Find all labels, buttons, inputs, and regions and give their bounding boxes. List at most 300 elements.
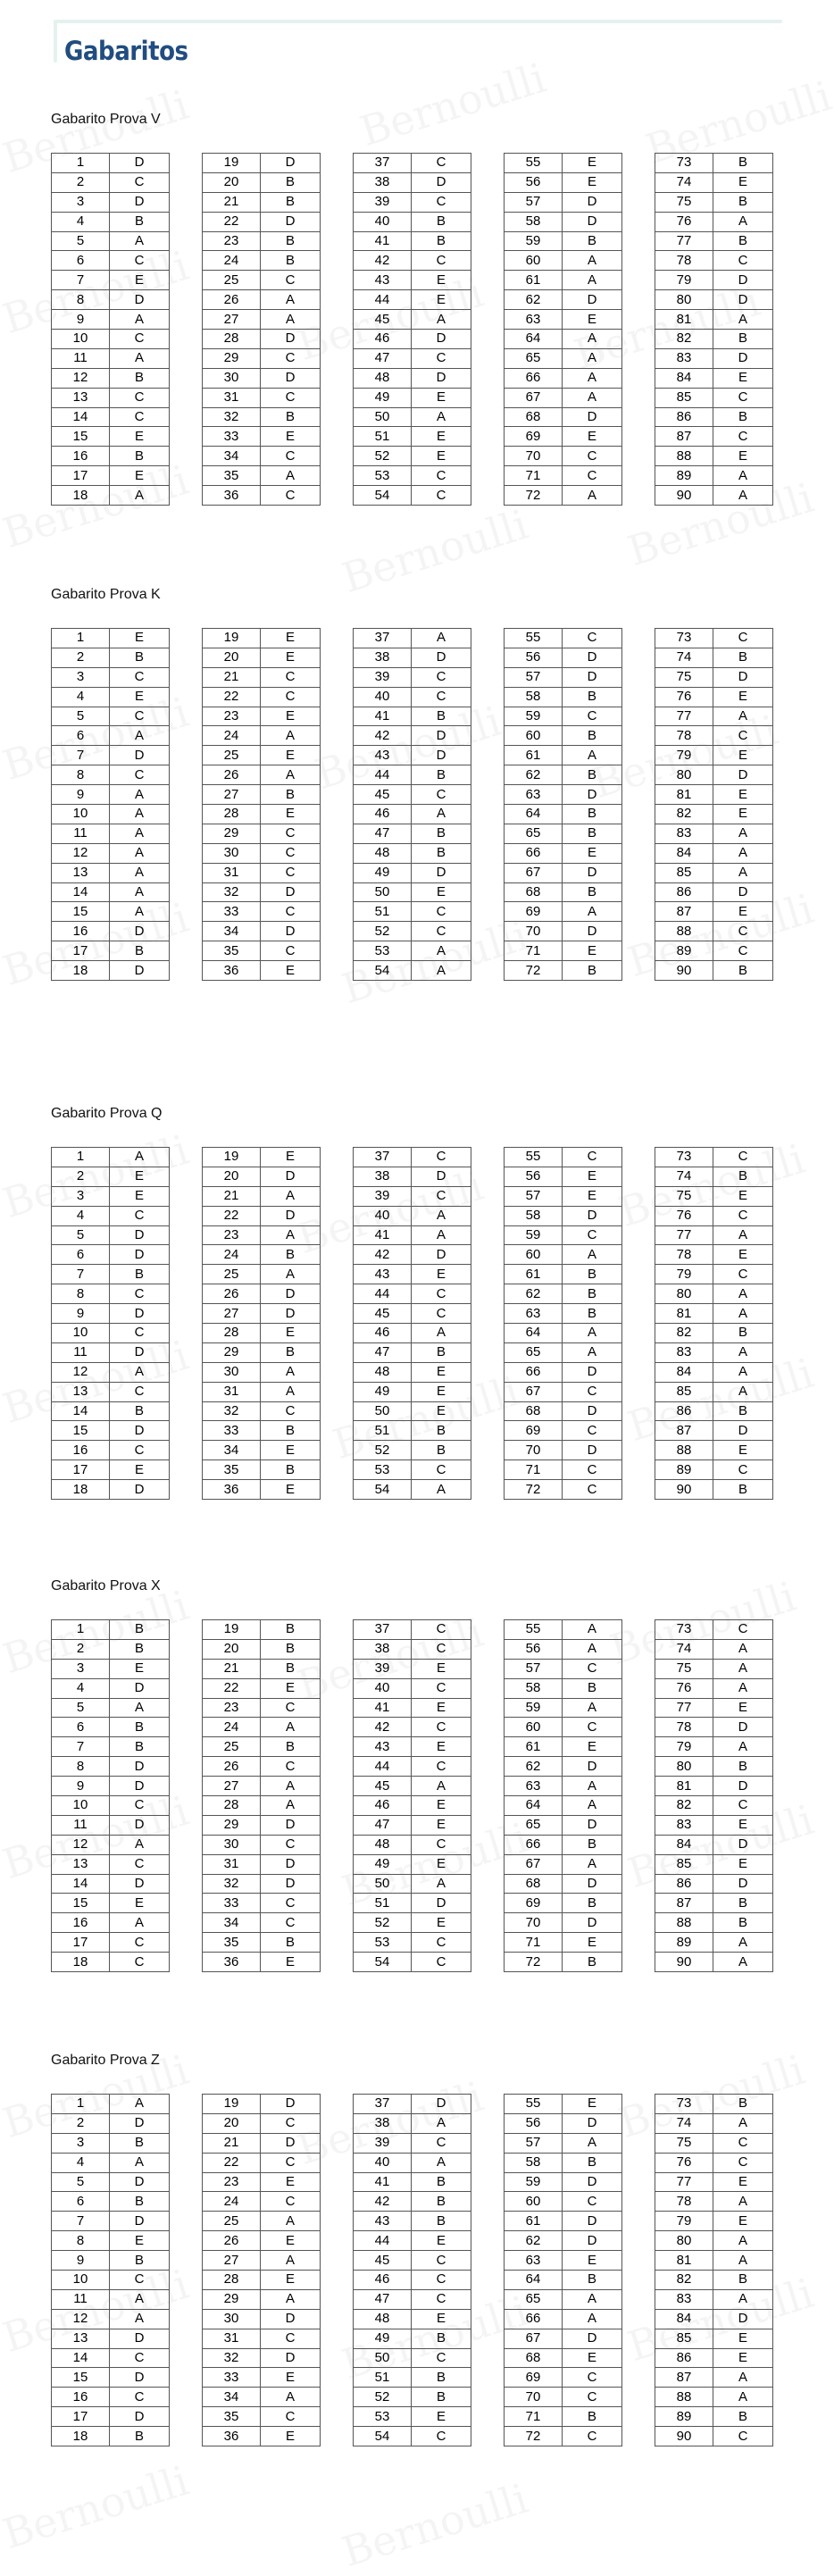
question-number: 66 bbox=[505, 2309, 563, 2329]
question-number: 61 bbox=[505, 1737, 563, 1757]
answer-letter: B bbox=[563, 2153, 622, 2172]
answer-letter: C bbox=[412, 1933, 471, 1953]
table-row bbox=[655, 1382, 773, 1401]
table-row bbox=[354, 2348, 471, 2368]
answer-letter: D bbox=[563, 290, 622, 310]
table-row bbox=[52, 2309, 170, 2329]
answer-letter: D bbox=[563, 1757, 622, 1777]
table-row bbox=[354, 1167, 471, 1186]
answer-letter: D bbox=[563, 1401, 622, 1421]
answer-letter: D bbox=[261, 1167, 321, 1186]
table-row bbox=[203, 368, 321, 388]
table-row bbox=[505, 2192, 622, 2212]
answer-table bbox=[353, 1619, 471, 1972]
question-number: 33 bbox=[203, 1421, 261, 1441]
question-number: 76 bbox=[655, 2153, 713, 2172]
answer-letter: B bbox=[563, 1894, 622, 1913]
question-number: 55 bbox=[505, 2095, 563, 2114]
question-number: 20 bbox=[203, 1639, 261, 1659]
table-row bbox=[52, 863, 170, 882]
answer-letter: E bbox=[110, 1186, 170, 1206]
question-number: 23 bbox=[203, 707, 261, 726]
table-row bbox=[52, 941, 170, 961]
answer-letter: C bbox=[713, 2153, 773, 2172]
answer-table bbox=[202, 1147, 321, 1500]
question-number: 87 bbox=[655, 427, 713, 447]
answer-letter: C bbox=[563, 707, 622, 726]
answer-letter: A bbox=[261, 2212, 321, 2231]
table-row bbox=[52, 2231, 170, 2251]
answer-letter: A bbox=[412, 1777, 471, 1796]
table-row bbox=[655, 746, 773, 765]
question-number: 44 bbox=[354, 1757, 412, 1777]
question-number: 28 bbox=[203, 805, 261, 824]
answer-letter: E bbox=[713, 2212, 773, 2231]
answer-letter: A bbox=[713, 1342, 773, 1362]
answer-table bbox=[353, 1147, 471, 1500]
table-row bbox=[505, 1362, 622, 1382]
answer-letter: D bbox=[110, 1480, 170, 1500]
answer-letter: A bbox=[563, 348, 622, 368]
answer-letter: A bbox=[713, 2368, 773, 2388]
answer-letter: E bbox=[412, 2407, 471, 2427]
table-row bbox=[354, 648, 471, 667]
answer-letter: A bbox=[110, 2289, 170, 2309]
table-row bbox=[354, 1245, 471, 1265]
question-number: 19 bbox=[203, 1620, 261, 1640]
answer-letter: D bbox=[412, 648, 471, 667]
question-number: 48 bbox=[354, 1835, 412, 1854]
table-row bbox=[203, 1874, 321, 1894]
question-number: 71 bbox=[505, 2407, 563, 2427]
answer-letter: A bbox=[110, 843, 170, 863]
answer-letter: A bbox=[261, 290, 321, 310]
answer-letter: C bbox=[563, 1225, 622, 1245]
table-row bbox=[505, 2095, 622, 2114]
table-row bbox=[203, 1342, 321, 1362]
table-row bbox=[203, 154, 321, 173]
table-row bbox=[52, 1225, 170, 1245]
answer-letter: C bbox=[563, 2427, 622, 2446]
question-number: 30 bbox=[203, 2309, 261, 2329]
table-row bbox=[354, 486, 471, 506]
table-row bbox=[655, 2172, 773, 2192]
table-row bbox=[655, 2407, 773, 2427]
table-row bbox=[354, 1757, 471, 1777]
question-number: 62 bbox=[505, 1284, 563, 1304]
question-number: 58 bbox=[505, 687, 563, 707]
question-number: 66 bbox=[505, 368, 563, 388]
question-number: 40 bbox=[354, 212, 412, 231]
table-row bbox=[354, 1854, 471, 1874]
table-row bbox=[655, 1737, 773, 1757]
answer-letter: A bbox=[110, 486, 170, 506]
question-number: 59 bbox=[505, 231, 563, 251]
answer-letter: A bbox=[110, 1148, 170, 1167]
answer-letter: C bbox=[412, 667, 471, 687]
answer-letter: D bbox=[563, 667, 622, 687]
answer-letter: C bbox=[713, 251, 773, 271]
table-row bbox=[655, 310, 773, 330]
answer-letter: A bbox=[261, 1265, 321, 1284]
table-row bbox=[505, 388, 622, 407]
table-row bbox=[655, 1362, 773, 1382]
answer-letter: A bbox=[713, 843, 773, 863]
table-row bbox=[655, 1304, 773, 1324]
table-row bbox=[52, 2212, 170, 2231]
question-number: 65 bbox=[505, 824, 563, 843]
table-row bbox=[203, 629, 321, 648]
question-number: 68 bbox=[505, 882, 563, 902]
table-row bbox=[203, 2348, 321, 2368]
answer-letter: D bbox=[110, 2113, 170, 2133]
answer-letter: E bbox=[110, 466, 170, 486]
watermark-logo bbox=[337, 2474, 534, 2576]
answer-letter: A bbox=[563, 330, 622, 349]
answer-letter: C bbox=[261, 1913, 321, 1933]
answer-letter: A bbox=[110, 2309, 170, 2329]
answer-letter: A bbox=[563, 1245, 622, 1265]
question-number: 16 bbox=[52, 1441, 110, 1460]
section-title: Gabarito Prova Q bbox=[51, 1106, 163, 1121]
question-number: 24 bbox=[203, 2192, 261, 2212]
question-number: 58 bbox=[505, 1206, 563, 1225]
table-row bbox=[52, 2133, 170, 2153]
question-number: 69 bbox=[505, 1894, 563, 1913]
question-number: 76 bbox=[655, 212, 713, 231]
question-number: 89 bbox=[655, 1933, 713, 1953]
table-row bbox=[505, 1148, 622, 1167]
answer-letter: B bbox=[110, 1401, 170, 1421]
answer-letter: B bbox=[412, 231, 471, 251]
question-number: 42 bbox=[354, 1245, 412, 1265]
answer-table bbox=[353, 153, 471, 506]
answer-letter: B bbox=[110, 1639, 170, 1659]
answer-letter: C bbox=[261, 2407, 321, 2427]
question-number: 5 bbox=[52, 231, 110, 251]
table-row bbox=[505, 1284, 622, 1304]
question-number: 12 bbox=[52, 843, 110, 863]
question-number: 16 bbox=[52, 922, 110, 941]
answer-letter: D bbox=[412, 172, 471, 192]
table-row bbox=[203, 863, 321, 882]
question-number: 52 bbox=[354, 1441, 412, 1460]
answer-letter: E bbox=[261, 2231, 321, 2251]
table-row bbox=[203, 1167, 321, 1186]
question-number: 11 bbox=[52, 1815, 110, 1835]
question-number: 59 bbox=[505, 2172, 563, 2192]
answer-letter: E bbox=[713, 805, 773, 824]
answer-letter: A bbox=[412, 1206, 471, 1225]
question-number: 55 bbox=[505, 154, 563, 173]
question-number: 14 bbox=[52, 1874, 110, 1894]
question-number: 20 bbox=[203, 172, 261, 192]
answer-letter: A bbox=[713, 1362, 773, 1382]
answer-letter: D bbox=[563, 2212, 622, 2231]
question-number: 53 bbox=[354, 466, 412, 486]
table-row bbox=[354, 2329, 471, 2348]
question-number: 80 bbox=[655, 1284, 713, 1304]
table-row bbox=[505, 1324, 622, 1343]
question-number: 53 bbox=[354, 2407, 412, 2427]
question-number: 90 bbox=[655, 1953, 713, 1972]
question-number: 67 bbox=[505, 1854, 563, 1874]
answer-table bbox=[51, 1619, 170, 1972]
question-number: 10 bbox=[52, 1796, 110, 1816]
question-number: 70 bbox=[505, 1441, 563, 1460]
question-number: 54 bbox=[354, 2427, 412, 2446]
table-row bbox=[354, 1421, 471, 1441]
table-row bbox=[52, 1777, 170, 1796]
answer-letter: D bbox=[563, 1206, 622, 1225]
question-number: 12 bbox=[52, 1835, 110, 1854]
table-row bbox=[354, 1186, 471, 1206]
question-number: 49 bbox=[354, 1854, 412, 1874]
table-row bbox=[505, 310, 622, 330]
question-number: 62 bbox=[505, 290, 563, 310]
table-row bbox=[354, 368, 471, 388]
table-row bbox=[354, 192, 471, 212]
answer-letter: E bbox=[110, 427, 170, 447]
table-row bbox=[354, 902, 471, 922]
answer-letter: B bbox=[713, 407, 773, 427]
question-number: 10 bbox=[52, 330, 110, 349]
table-row bbox=[505, 746, 622, 765]
answer-letter: D bbox=[563, 1874, 622, 1894]
table-row bbox=[655, 1757, 773, 1777]
table-row bbox=[354, 310, 471, 330]
table-row bbox=[655, 271, 773, 290]
question-number: 54 bbox=[354, 961, 412, 981]
question-number: 58 bbox=[505, 1678, 563, 1698]
header-frame-corner bbox=[54, 20, 57, 63]
table-row bbox=[203, 388, 321, 407]
question-number: 85 bbox=[655, 1382, 713, 1401]
answer-letter: B bbox=[713, 1167, 773, 1186]
answer-letter: C bbox=[412, 687, 471, 707]
question-number: 77 bbox=[655, 707, 713, 726]
table-row bbox=[354, 1206, 471, 1225]
question-number: 13 bbox=[52, 1854, 110, 1874]
answer-letter: A bbox=[713, 466, 773, 486]
question-number: 68 bbox=[505, 1874, 563, 1894]
table-row bbox=[655, 687, 773, 707]
question-number: 65 bbox=[505, 1342, 563, 1362]
question-number: 60 bbox=[505, 251, 563, 271]
answer-letter: C bbox=[412, 1953, 471, 1972]
table-row bbox=[354, 1913, 471, 1933]
table-row bbox=[354, 2172, 471, 2192]
question-number: 66 bbox=[505, 1362, 563, 1382]
answer-letter: A bbox=[713, 1933, 773, 1953]
table-row bbox=[655, 1796, 773, 1816]
question-number: 56 bbox=[505, 648, 563, 667]
table-row bbox=[505, 1796, 622, 1816]
answer-letter: C bbox=[261, 941, 321, 961]
table-row bbox=[354, 1265, 471, 1284]
question-number: 50 bbox=[354, 2348, 412, 2368]
answer-letter: B bbox=[261, 231, 321, 251]
question-number: 12 bbox=[52, 368, 110, 388]
question-number: 22 bbox=[203, 1678, 261, 1698]
table-row bbox=[52, 1186, 170, 1206]
table-row bbox=[505, 1815, 622, 1835]
question-number: 31 bbox=[203, 1382, 261, 1401]
table-row bbox=[203, 1659, 321, 1678]
table-row bbox=[354, 1874, 471, 1894]
table-row bbox=[655, 2329, 773, 2348]
answer-letter: C bbox=[412, 1304, 471, 1324]
answer-letter: E bbox=[261, 961, 321, 981]
question-number: 38 bbox=[354, 1167, 412, 1186]
answer-letter: A bbox=[563, 2309, 622, 2329]
answer-letter: D bbox=[412, 330, 471, 349]
question-number: 21 bbox=[203, 192, 261, 212]
table-row bbox=[52, 1245, 170, 1265]
table-row bbox=[655, 1265, 773, 1284]
question-number: 56 bbox=[505, 1167, 563, 1186]
question-number: 52 bbox=[354, 2388, 412, 2407]
table-row bbox=[203, 1362, 321, 1382]
table-row bbox=[655, 1953, 773, 1972]
question-number: 29 bbox=[203, 2289, 261, 2309]
answer-letter: C bbox=[713, 1796, 773, 1816]
table-row bbox=[203, 2251, 321, 2271]
table-row bbox=[354, 1953, 471, 1972]
question-number: 3 bbox=[52, 2133, 110, 2153]
answer-letter: C bbox=[713, 1265, 773, 1284]
answer-letter: A bbox=[713, 707, 773, 726]
table-row bbox=[203, 2172, 321, 2192]
question-number: 39 bbox=[354, 2133, 412, 2153]
question-number: 81 bbox=[655, 1777, 713, 1796]
table-row bbox=[203, 251, 321, 271]
question-number: 24 bbox=[203, 726, 261, 746]
answer-letter: E bbox=[110, 1460, 170, 1480]
answer-letter: E bbox=[713, 902, 773, 922]
table-row bbox=[203, 726, 321, 746]
question-number: 16 bbox=[52, 447, 110, 466]
question-number: 77 bbox=[655, 2172, 713, 2192]
question-number: 32 bbox=[203, 1401, 261, 1421]
answer-letter: A bbox=[261, 2289, 321, 2309]
table-row bbox=[52, 1401, 170, 1421]
answer-letter: B bbox=[563, 1835, 622, 1854]
answer-letter: B bbox=[412, 212, 471, 231]
answer-letter: E bbox=[412, 447, 471, 466]
question-number: 44 bbox=[354, 1284, 412, 1304]
question-number: 84 bbox=[655, 368, 713, 388]
question-number: 2 bbox=[52, 1167, 110, 1186]
question-number: 88 bbox=[655, 2388, 713, 2407]
table-row bbox=[505, 2133, 622, 2153]
answer-letter: E bbox=[412, 1382, 471, 1401]
question-number: 83 bbox=[655, 2289, 713, 2309]
question-number: 41 bbox=[354, 1698, 412, 1718]
question-number: 10 bbox=[52, 1324, 110, 1343]
answer-letter: E bbox=[563, 310, 622, 330]
question-number: 40 bbox=[354, 2153, 412, 2172]
answer-letter: D bbox=[412, 746, 471, 765]
table-row bbox=[203, 1206, 321, 1225]
question-number: 79 bbox=[655, 1737, 713, 1757]
table-row bbox=[354, 629, 471, 648]
answer-letter: A bbox=[110, 1913, 170, 1933]
table-row bbox=[52, 1854, 170, 1874]
question-number: 23 bbox=[203, 2172, 261, 2192]
question-number: 87 bbox=[655, 902, 713, 922]
table-row bbox=[505, 1659, 622, 1678]
question-number: 50 bbox=[354, 882, 412, 902]
question-number: 37 bbox=[354, 1148, 412, 1167]
question-number: 76 bbox=[655, 1206, 713, 1225]
table-row bbox=[655, 1659, 773, 1678]
table-row bbox=[203, 1913, 321, 1933]
answer-letter: A bbox=[563, 1796, 622, 1816]
answer-letter: A bbox=[110, 824, 170, 843]
question-number: 30 bbox=[203, 843, 261, 863]
question-number: 78 bbox=[655, 251, 713, 271]
answer-letter: E bbox=[412, 427, 471, 447]
question-number: 2 bbox=[52, 648, 110, 667]
table-row bbox=[505, 172, 622, 192]
answer-letter: E bbox=[261, 2172, 321, 2192]
answer-table bbox=[202, 153, 321, 506]
question-number: 52 bbox=[354, 1913, 412, 1933]
table-row bbox=[52, 961, 170, 981]
answer-letter: A bbox=[110, 863, 170, 882]
answer-letter: C bbox=[713, 1460, 773, 1480]
table-row bbox=[505, 902, 622, 922]
answer-letter: C bbox=[713, 1206, 773, 1225]
table-row bbox=[655, 368, 773, 388]
table-row bbox=[354, 707, 471, 726]
question-number: 30 bbox=[203, 368, 261, 388]
table-row bbox=[52, 667, 170, 687]
answer-letter: D bbox=[412, 1167, 471, 1186]
table-row bbox=[354, 785, 471, 805]
table-row bbox=[52, 882, 170, 902]
question-number: 24 bbox=[203, 1718, 261, 1737]
answer-letter: C bbox=[713, 388, 773, 407]
answer-letter: B bbox=[713, 961, 773, 981]
question-number: 69 bbox=[505, 902, 563, 922]
answer-letter: E bbox=[261, 427, 321, 447]
question-number: 63 bbox=[505, 310, 563, 330]
answer-letter: B bbox=[713, 231, 773, 251]
table-row bbox=[203, 172, 321, 192]
question-number: 2 bbox=[52, 172, 110, 192]
question-number: 7 bbox=[52, 2212, 110, 2231]
answer-letter: B bbox=[110, 1620, 170, 1640]
question-number: 21 bbox=[203, 2133, 261, 2153]
answer-letter: C bbox=[110, 1382, 170, 1401]
question-number: 57 bbox=[505, 1186, 563, 1206]
question-number: 7 bbox=[52, 1265, 110, 1284]
table-row bbox=[354, 407, 471, 427]
answer-letter: C bbox=[713, 2427, 773, 2446]
table-row bbox=[52, 902, 170, 922]
table-row bbox=[505, 407, 622, 427]
table-row bbox=[203, 2289, 321, 2309]
answer-letter: B bbox=[110, 2133, 170, 2153]
table-row bbox=[203, 1835, 321, 1854]
question-number: 49 bbox=[354, 2329, 412, 2348]
answer-letter: C bbox=[110, 388, 170, 407]
table-row bbox=[203, 2309, 321, 2329]
question-number: 26 bbox=[203, 1757, 261, 1777]
table-row bbox=[203, 1225, 321, 1245]
